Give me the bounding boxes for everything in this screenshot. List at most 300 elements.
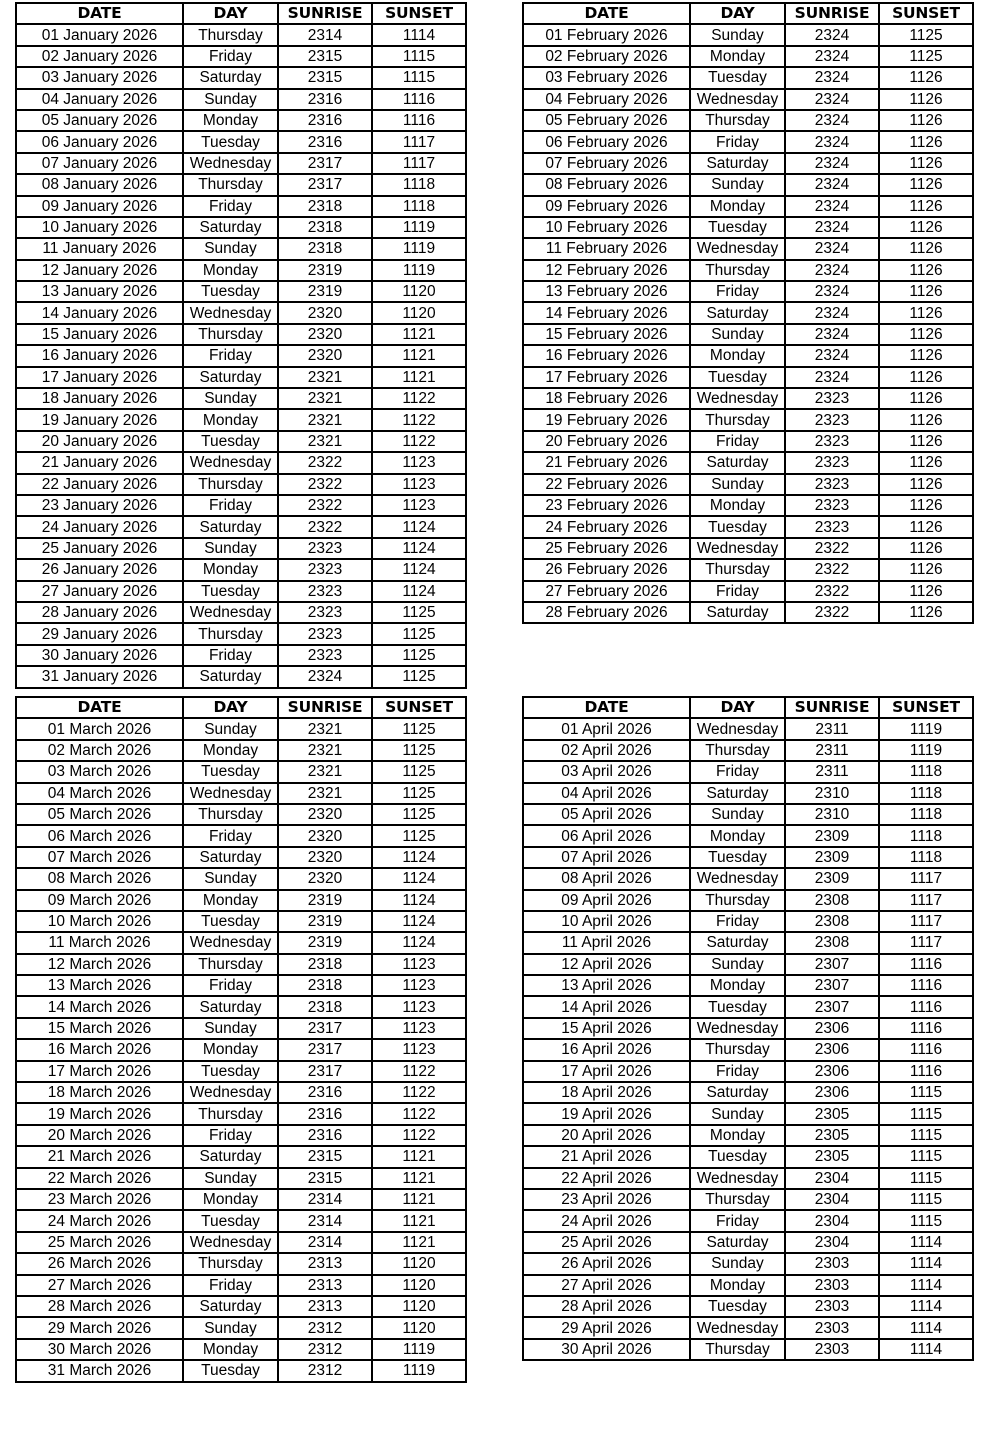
sunset-cell: 1122 — [372, 1125, 466, 1146]
sunset-cell: 1115 — [372, 67, 466, 88]
sun-table-april — [522, 696, 974, 1361]
table-row — [16, 996, 466, 1017]
sunset-cell: 1119 — [879, 718, 973, 739]
table-row — [523, 1168, 973, 1189]
sunset-cell: 1126 — [879, 495, 973, 516]
sunset-cell: 1118 — [372, 196, 466, 217]
sunset-cell: 1124 — [372, 559, 466, 580]
sunrise-cell: 2312 — [278, 1360, 372, 1381]
sunset-cell: 1116 — [879, 1018, 973, 1039]
sunset-cell: 1115 — [879, 1210, 973, 1231]
header-day: DAY — [690, 3, 785, 24]
table-row — [523, 388, 973, 409]
sunset-cell: 1122 — [372, 1061, 466, 1082]
sunset-cell: 1125 — [372, 804, 466, 825]
sunset-cell: 1120 — [372, 1317, 466, 1338]
sunset-cell: 1117 — [879, 911, 973, 932]
date-cell: 25 January 2026 — [16, 538, 183, 559]
sunrise-cell: 2305 — [785, 1103, 879, 1124]
date-cell: 23 March 2026 — [16, 1189, 183, 1210]
date-cell: 26 January 2026 — [16, 559, 183, 580]
day-cell: Saturday — [690, 602, 785, 623]
table-row — [16, 1168, 466, 1189]
table-row — [16, 1061, 466, 1082]
date-cell: 05 February 2026 — [523, 110, 690, 131]
header-sunrise: SUNRISE — [278, 697, 372, 718]
sunrise-cell: 2324 — [785, 302, 879, 323]
table-row — [523, 1125, 973, 1146]
table-row — [523, 431, 973, 452]
day-cell: Thursday — [183, 324, 278, 345]
date-cell: 30 March 2026 — [16, 1339, 183, 1360]
sunset-cell: 1125 — [372, 718, 466, 739]
day-cell: Friday — [183, 196, 278, 217]
date-cell: 04 April 2026 — [523, 783, 690, 804]
date-cell: 11 March 2026 — [16, 932, 183, 953]
table-row — [16, 645, 466, 666]
table-row — [16, 1189, 466, 1210]
table-row — [16, 740, 466, 761]
day-cell: Wednesday — [183, 932, 278, 953]
day-cell: Sunday — [183, 89, 278, 110]
sunrise-cell: 2324 — [785, 281, 879, 302]
table-row — [523, 196, 973, 217]
sunrise-cell: 2316 — [278, 1103, 372, 1124]
day-cell: Tuesday — [183, 581, 278, 602]
sunrise-cell: 2316 — [278, 89, 372, 110]
day-cell: Saturday — [690, 452, 785, 473]
table-row — [523, 761, 973, 782]
day-cell: Thursday — [690, 110, 785, 131]
sunset-cell: 1123 — [372, 452, 466, 473]
table-row — [523, 409, 973, 430]
sunset-cell: 1126 — [879, 388, 973, 409]
date-cell: 25 April 2026 — [523, 1232, 690, 1253]
day-cell: Saturday — [690, 1082, 785, 1103]
sunset-cell: 1116 — [879, 1039, 973, 1060]
table-row — [523, 932, 973, 953]
sunrise-cell: 2321 — [278, 388, 372, 409]
day-cell: Thursday — [183, 474, 278, 495]
date-cell: 06 March 2026 — [16, 825, 183, 846]
date-cell: 06 February 2026 — [523, 131, 690, 152]
sunrise-cell: 2303 — [785, 1253, 879, 1274]
sunset-cell: 1126 — [879, 559, 973, 580]
sunrise-cell: 2323 — [785, 452, 879, 473]
table-row — [16, 388, 466, 409]
sunrise-cell: 2324 — [785, 174, 879, 195]
date-cell: 20 March 2026 — [16, 1125, 183, 1146]
table-row — [523, 1339, 973, 1360]
table-row — [523, 954, 973, 975]
sunset-cell: 1126 — [879, 452, 973, 473]
sunset-cell: 1121 — [372, 324, 466, 345]
table-row — [16, 131, 466, 152]
sunset-cell: 1116 — [879, 996, 973, 1017]
sunrise-cell: 2316 — [278, 1125, 372, 1146]
sunset-cell: 1125 — [372, 825, 466, 846]
table-row — [16, 932, 466, 953]
table-row — [16, 302, 466, 323]
table-row — [16, 1082, 466, 1103]
sunset-cell: 1115 — [879, 1146, 973, 1167]
sunrise-cell: 2324 — [785, 67, 879, 88]
table-row — [523, 847, 973, 868]
date-cell: 19 February 2026 — [523, 409, 690, 430]
day-cell: Tuesday — [690, 516, 785, 537]
sunrise-cell: 2324 — [785, 46, 879, 67]
date-cell: 11 April 2026 — [523, 932, 690, 953]
table-row — [523, 538, 973, 559]
sunrise-cell: 2307 — [785, 954, 879, 975]
sunset-cell: 1118 — [879, 847, 973, 868]
sunrise-cell: 2320 — [278, 804, 372, 825]
sunset-cell: 1120 — [372, 281, 466, 302]
sunset-cell: 1115 — [879, 1125, 973, 1146]
sunrise-cell: 2304 — [785, 1232, 879, 1253]
date-cell: 16 April 2026 — [523, 1039, 690, 1060]
table-row — [523, 516, 973, 537]
date-cell: 28 February 2026 — [523, 602, 690, 623]
table-row — [523, 345, 973, 366]
day-cell: Sunday — [690, 804, 785, 825]
day-cell: Friday — [690, 1210, 785, 1231]
date-cell: 08 January 2026 — [16, 174, 183, 195]
date-cell: 13 March 2026 — [16, 975, 183, 996]
day-cell: Tuesday — [183, 911, 278, 932]
header-day: DAY — [183, 3, 278, 24]
table-row — [523, 1018, 973, 1039]
table-row — [523, 1275, 973, 1296]
sunrise-cell: 2319 — [278, 281, 372, 302]
table-row — [523, 1253, 973, 1274]
sunrise-cell: 2303 — [785, 1275, 879, 1296]
date-cell: 17 April 2026 — [523, 1061, 690, 1082]
table-row — [523, 24, 973, 45]
sunset-cell: 1114 — [879, 1275, 973, 1296]
sunset-cell: 1114 — [879, 1339, 973, 1360]
day-cell: Tuesday — [183, 761, 278, 782]
table-row — [523, 1039, 973, 1060]
sunset-cell: 1125 — [372, 761, 466, 782]
sunrise-cell: 2308 — [785, 932, 879, 953]
sunset-cell: 1114 — [879, 1253, 973, 1274]
sunrise-cell: 2320 — [278, 324, 372, 345]
day-cell: Saturday — [183, 367, 278, 388]
day-cell: Sunday — [690, 174, 785, 195]
sunrise-cell: 2311 — [785, 761, 879, 782]
day-cell: Friday — [690, 431, 785, 452]
sunset-cell: 1123 — [372, 1018, 466, 1039]
day-cell: Sunday — [183, 388, 278, 409]
table-row — [16, 538, 466, 559]
table-row — [16, 559, 466, 580]
day-cell: Tuesday — [690, 217, 785, 238]
date-cell: 22 January 2026 — [16, 474, 183, 495]
sunrise-cell: 2309 — [785, 847, 879, 868]
day-cell: Monday — [183, 1039, 278, 1060]
table-row — [16, 783, 466, 804]
sunrise-cell: 2316 — [278, 110, 372, 131]
day-cell: Wednesday — [690, 238, 785, 259]
date-cell: 28 March 2026 — [16, 1296, 183, 1317]
date-cell: 13 January 2026 — [16, 281, 183, 302]
date-cell: 24 February 2026 — [523, 516, 690, 537]
date-cell: 03 January 2026 — [16, 67, 183, 88]
day-cell: Tuesday — [183, 131, 278, 152]
table-row — [16, 324, 466, 345]
header-row — [523, 697, 973, 718]
sunset-cell: 1123 — [372, 975, 466, 996]
sunrise-cell: 2323 — [785, 409, 879, 430]
day-cell: Wednesday — [183, 452, 278, 473]
sunrise-cell: 2324 — [785, 24, 879, 45]
date-cell: 16 February 2026 — [523, 345, 690, 366]
sunrise-cell: 2318 — [278, 217, 372, 238]
date-cell: 18 March 2026 — [16, 1082, 183, 1103]
day-cell: Sunday — [183, 1168, 278, 1189]
sunset-cell: 1122 — [372, 1103, 466, 1124]
sunset-cell: 1121 — [372, 1189, 466, 1210]
day-cell: Wednesday — [690, 868, 785, 889]
sunset-cell: 1124 — [372, 516, 466, 537]
sunrise-cell: 2323 — [278, 645, 372, 666]
table-row — [523, 825, 973, 846]
sunset-cell: 1126 — [879, 238, 973, 259]
table-row — [523, 46, 973, 67]
table-row — [523, 1189, 973, 1210]
date-cell: 05 January 2026 — [16, 110, 183, 131]
sunset-cell: 1123 — [372, 996, 466, 1017]
sunrise-cell: 2314 — [278, 1189, 372, 1210]
sunset-cell: 1126 — [879, 602, 973, 623]
table-row — [523, 975, 973, 996]
date-cell: 17 March 2026 — [16, 1061, 183, 1082]
day-cell: Tuesday — [183, 281, 278, 302]
sunrise-cell: 2321 — [278, 718, 372, 739]
sunset-cell: 1125 — [879, 46, 973, 67]
sunrise-cell: 2318 — [278, 238, 372, 259]
table-row — [523, 1232, 973, 1253]
day-cell: Thursday — [690, 260, 785, 281]
date-cell: 29 March 2026 — [16, 1317, 183, 1338]
date-cell: 24 January 2026 — [16, 516, 183, 537]
date-cell: 10 February 2026 — [523, 217, 690, 238]
date-cell: 24 March 2026 — [16, 1210, 183, 1231]
table-row — [16, 345, 466, 366]
sunset-cell: 1117 — [879, 932, 973, 953]
sunset-cell: 1115 — [879, 1189, 973, 1210]
sun-table-january — [15, 2, 467, 689]
table-row — [16, 24, 466, 45]
day-cell: Monday — [690, 1275, 785, 1296]
date-cell: 31 January 2026 — [16, 666, 183, 687]
sunrise-cell: 2321 — [278, 367, 372, 388]
sunset-cell: 1126 — [879, 131, 973, 152]
date-cell: 16 March 2026 — [16, 1039, 183, 1060]
sunrise-cell: 2323 — [278, 559, 372, 580]
table-row — [523, 367, 973, 388]
table-row — [16, 174, 466, 195]
sunset-cell: 1115 — [879, 1168, 973, 1189]
sunset-cell: 1114 — [372, 24, 466, 45]
sunset-cell: 1117 — [372, 131, 466, 152]
table-row — [523, 324, 973, 345]
sunset-cell: 1124 — [372, 868, 466, 889]
day-cell: Monday — [183, 890, 278, 911]
sunset-cell: 1116 — [879, 954, 973, 975]
day-cell: Tuesday — [690, 1146, 785, 1167]
table-row — [523, 217, 973, 238]
date-cell: 31 March 2026 — [16, 1360, 183, 1381]
day-cell: Tuesday — [183, 1061, 278, 1082]
sunrise-cell: 2324 — [785, 153, 879, 174]
day-cell: Saturday — [690, 1232, 785, 1253]
sunset-cell: 1114 — [879, 1296, 973, 1317]
date-cell: 02 March 2026 — [16, 740, 183, 761]
date-cell: 22 April 2026 — [523, 1168, 690, 1189]
day-cell: Saturday — [183, 217, 278, 238]
sunrise-cell: 2323 — [785, 516, 879, 537]
date-cell: 05 March 2026 — [16, 804, 183, 825]
day-cell: Wednesday — [183, 602, 278, 623]
sunset-cell: 1126 — [879, 153, 973, 174]
date-cell: 01 January 2026 — [16, 24, 183, 45]
sunrise-cell: 2320 — [278, 345, 372, 366]
table-row — [16, 847, 466, 868]
sunrise-cell: 2315 — [278, 1146, 372, 1167]
day-cell: Thursday — [690, 1339, 785, 1360]
table-row — [523, 89, 973, 110]
day-cell: Thursday — [183, 804, 278, 825]
sunrise-cell: 2310 — [785, 783, 879, 804]
table-row — [16, 761, 466, 782]
day-cell: Wednesday — [183, 783, 278, 804]
sunrise-cell: 2303 — [785, 1296, 879, 1317]
sunrise-cell: 2321 — [278, 409, 372, 430]
sunset-cell: 1122 — [372, 1082, 466, 1103]
date-cell: 23 April 2026 — [523, 1189, 690, 1210]
header-sunrise: SUNRISE — [278, 3, 372, 24]
table-row — [16, 46, 466, 67]
sunrise-cell: 2319 — [278, 932, 372, 953]
day-cell: Monday — [183, 1339, 278, 1360]
table-row — [16, 581, 466, 602]
day-cell: Saturday — [690, 153, 785, 174]
date-cell: 07 March 2026 — [16, 847, 183, 868]
sunrise-cell: 2313 — [278, 1275, 372, 1296]
day-cell: Sunday — [183, 1018, 278, 1039]
day-cell: Thursday — [690, 409, 785, 430]
sunset-cell: 1125 — [372, 645, 466, 666]
table-row — [16, 516, 466, 537]
day-cell: Monday — [690, 1125, 785, 1146]
sun-table-march — [15, 696, 467, 1383]
day-cell: Wednesday — [183, 1082, 278, 1103]
sunset-cell: 1115 — [372, 46, 466, 67]
date-cell: 08 March 2026 — [16, 868, 183, 889]
date-cell: 09 April 2026 — [523, 890, 690, 911]
date-cell: 21 February 2026 — [523, 452, 690, 473]
table-row — [16, 260, 466, 281]
date-cell: 26 March 2026 — [16, 1253, 183, 1274]
day-cell: Saturday — [183, 1296, 278, 1317]
sunrise-cell: 2317 — [278, 1061, 372, 1082]
date-cell: 26 February 2026 — [523, 559, 690, 580]
table-row — [16, 1317, 466, 1338]
table-row — [16, 868, 466, 889]
sunset-cell: 1126 — [879, 67, 973, 88]
table-row — [16, 975, 466, 996]
sunrise-cell: 2324 — [785, 238, 879, 259]
table-row — [16, 1275, 466, 1296]
date-cell: 28 April 2026 — [523, 1296, 690, 1317]
sunset-cell: 1119 — [372, 217, 466, 238]
table-row — [523, 740, 973, 761]
date-cell: 09 February 2026 — [523, 196, 690, 217]
sunrise-cell: 2320 — [278, 868, 372, 889]
table-row — [16, 602, 466, 623]
date-cell: 19 April 2026 — [523, 1103, 690, 1124]
day-cell: Monday — [690, 196, 785, 217]
date-cell: 27 March 2026 — [16, 1275, 183, 1296]
day-cell: Friday — [690, 281, 785, 302]
sunset-cell: 1115 — [879, 1103, 973, 1124]
date-cell: 15 January 2026 — [16, 324, 183, 345]
sunset-cell: 1126 — [879, 345, 973, 366]
day-cell: Monday — [183, 110, 278, 131]
table-row — [523, 260, 973, 281]
header-day: DAY — [690, 697, 785, 718]
sunset-cell: 1125 — [372, 783, 466, 804]
sunrise-cell: 2323 — [278, 623, 372, 644]
table-row — [523, 559, 973, 580]
sunrise-cell: 2305 — [785, 1146, 879, 1167]
day-cell: Thursday — [183, 954, 278, 975]
sunrise-cell: 2324 — [785, 324, 879, 345]
sunset-cell: 1124 — [372, 932, 466, 953]
sunset-cell: 1125 — [372, 623, 466, 644]
day-cell: Friday — [690, 761, 785, 782]
sunrise-cell: 2305 — [785, 1125, 879, 1146]
table-row — [16, 367, 466, 388]
day-cell: Friday — [183, 825, 278, 846]
sunset-cell: 1116 — [372, 110, 466, 131]
day-cell: Monday — [690, 46, 785, 67]
table-row — [523, 452, 973, 473]
table-row — [523, 996, 973, 1017]
day-cell: Monday — [690, 495, 785, 516]
date-cell: 29 January 2026 — [16, 623, 183, 644]
sunrise-cell: 2321 — [278, 431, 372, 452]
day-cell: Saturday — [183, 847, 278, 868]
sunrise-cell: 2312 — [278, 1317, 372, 1338]
table-row — [523, 153, 973, 174]
table-row — [16, 196, 466, 217]
sunrise-cell: 2318 — [278, 954, 372, 975]
sunrise-cell: 2303 — [785, 1317, 879, 1338]
sunset-cell: 1124 — [372, 911, 466, 932]
sunrise-cell: 2324 — [785, 217, 879, 238]
sunrise-cell: 2322 — [278, 495, 372, 516]
sunrise-cell: 2319 — [278, 911, 372, 932]
sunrise-cell: 2322 — [278, 474, 372, 495]
table-row — [16, 1018, 466, 1039]
sunrise-cell: 2322 — [278, 452, 372, 473]
day-cell: Friday — [183, 1125, 278, 1146]
sunset-cell: 1126 — [879, 110, 973, 131]
header-sunset: SUNSET — [879, 3, 973, 24]
